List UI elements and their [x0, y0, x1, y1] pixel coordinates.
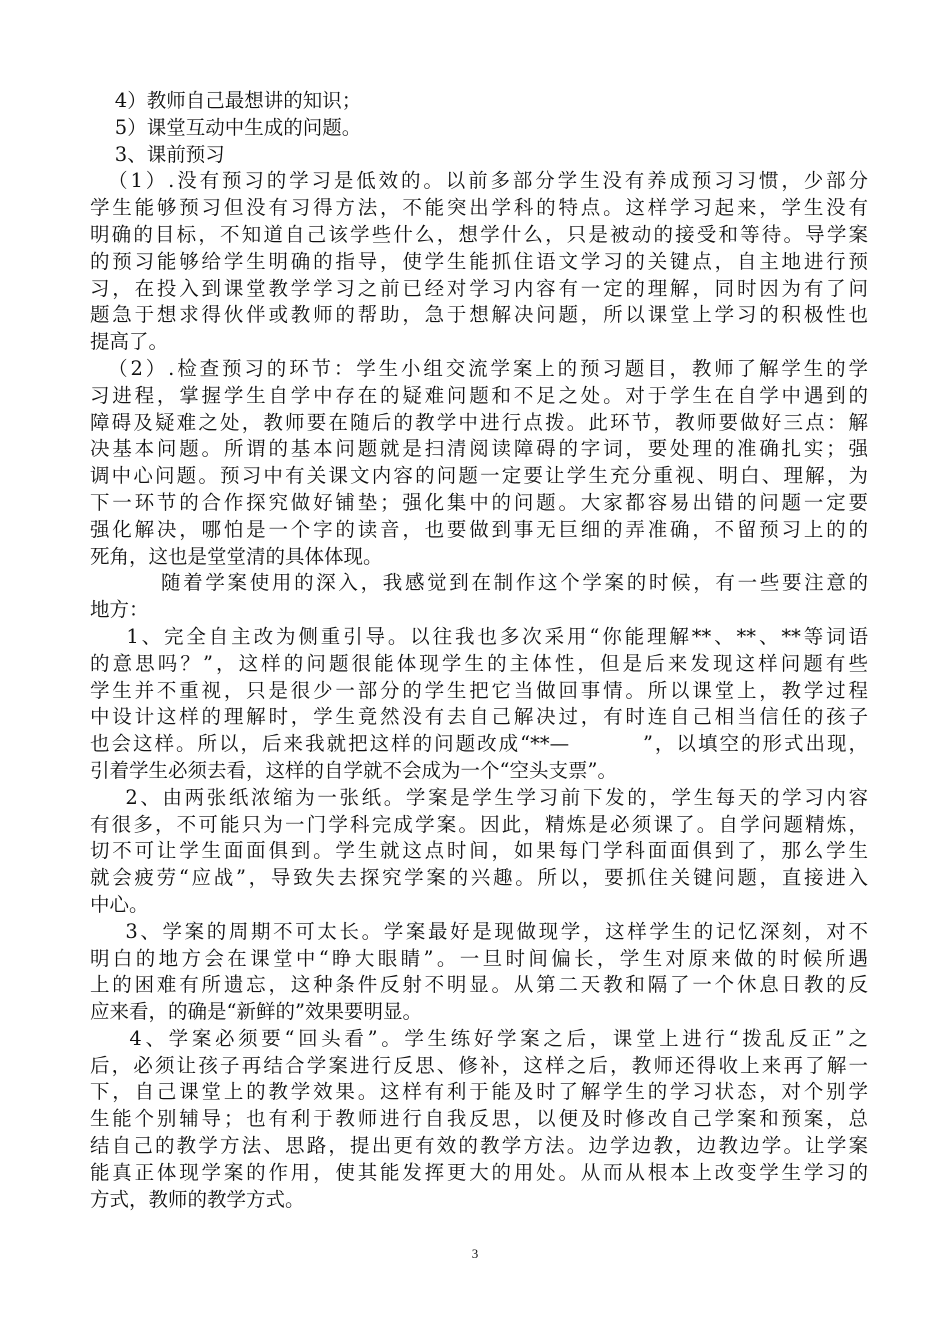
text-line: 就会疲劳“应战”，导致失去探究学案的兴趣。所以，要抓住关键问题，直接进入 [90, 866, 868, 890]
page-number: 3 [471, 1246, 479, 1261]
text-line: 后，必须让孩子再结合学案进行反思、修补，这样之后，教师还得收上来再了解一 [90, 1053, 868, 1077]
text-line: 4）教师自己最想讲的知识； [90, 89, 362, 112]
text-line: 学生并不重视，只是很少一部分的学生把它当做回事情。所以课堂上，教学过程 [90, 678, 868, 702]
text-line: 5）课堂互动中生成的问题。 [90, 115, 362, 139]
text-line: 习，在投入到课堂教学学习之前已经对学习内容有一定的理解，同时因为有了问 [90, 276, 868, 300]
text-line: 中设计这样的理解时，学生竟然没有去自己解决过，有时连自己相当信任的孩子 [90, 705, 868, 729]
text-line: 明白的地方会在课堂中“睁大眼睛”。一旦时间偏长，学生对原来做的时候所遇 [90, 946, 868, 970]
text-line: 切不可让学生面面俱到。学生就这点时间，如果每门学科面面俱到了，那么学生 [90, 839, 868, 863]
text-line: 应来看，的确是“新鲜的”效果要明显。 [90, 1000, 422, 1024]
text-line: 决基本问题。所谓的基本问题就是扫清阅读障碍的字词，要处理的准确扎实；强 [90, 437, 868, 461]
document-body [90, 88, 868, 1213]
text-line: 3、课前预习 [90, 142, 225, 166]
text-line: 的预习能够给学生明确的指导，使学生能抓住语文学习的关键点，自主地进行预 [90, 249, 868, 273]
text-line: 有很多，不可能只为一门学科完成学案。因此，精炼是必须课了。自学问题精炼， [90, 812, 868, 836]
text-line: 障碍及疑难之处，教师要在随后的教学中进行点拨。此环节，教师要做好三点：解 [90, 410, 868, 434]
text-line: 引着学生必须去看，这样的自学就不会成为一个“空头支票”。 [90, 758, 617, 782]
text-line: 明确的目标，不知道自己该学些什么，想学什么，只是被动的接受和等待。导学案 [90, 222, 868, 246]
text-line: 调中心问题。预习中有关课文内容的问题一定要让学生充分重视、明白、理解，为 [90, 464, 868, 488]
text-line: 死角，这也是堂堂清的具体体现。 [90, 544, 383, 568]
text-line: 强化解决，哪怕是一个字的读音，也要做到事无巨细的弄准确，不留预习上的的 [90, 517, 868, 541]
text-line: 中心。 [90, 892, 149, 916]
text-line: 能真正体现学案的作用，使其能发挥更大的用处。从而从根本上改变学生学习的 [90, 1160, 868, 1184]
text-line: 上的困难有所遗忘，这种条件反射不明显。从第二天教和隔了一个休息日教的反 [90, 973, 868, 997]
text-line: 4、学案必须要“回头看”。学生练好学案之后，课堂上进行“拨乱反正”之 [90, 1026, 868, 1050]
text-line: 下一环节的合作探究做好铺垫；强化集中的问题。大家都容易出错的问题一定要 [90, 490, 868, 514]
text-line: 学生能够预习但没有习得方法，不能突出学科的特点。这样学习起来，学生没有 [90, 196, 868, 220]
text-line: 也会这样。所以，后来我就把这样的问题改成“**— ”，以填空的形式出现， [90, 732, 868, 756]
text-line: 1、完全自主改为侧重引导。以往我也多次采用“你能理解**、**、**等词语 [90, 624, 868, 648]
text-line: 的意思吗？”，这样的问题很能体现学生的主体性，但是后来发现这样问题有些 [90, 651, 868, 675]
text-line: 随着学案使用的深入，我感觉到在制作这个学案的时候，有一些要注意的 [90, 571, 868, 595]
text-line: 生能个别辅导；也有利于教师进行自我反思，以便及时修改自己学案和预案，总 [90, 1107, 868, 1131]
text-line: 习进程，掌握学生自学中存在的疑难问题和不足之处。对于学生在自学中遇到的 [90, 383, 868, 407]
text-line: 方式，教师的教学方式。 [90, 1187, 305, 1211]
text-line: 提高了。 [90, 330, 169, 354]
text-line: （1）.没有预习的学习是低效的。以前多部分学生没有养成预习习惯，少部分 [90, 169, 868, 193]
text-line: 地方： [90, 598, 149, 622]
text-line: （2）.检查预习的环节：学生小组交流学案上的预习题目，教师了解学生的学 [90, 356, 868, 380]
text-line: 2、由两张纸浓缩为一张纸。学案是学生学习前下发的，学生每天的学习内容 [90, 785, 868, 809]
text-line: 题急于想求得伙伴或教师的帮助，急于想解决问题，所以课堂上学习的积极性也 [90, 303, 868, 327]
text-line: 结自己的教学方法、思路，提出更有效的教学方法。边学边教，边教边学。让学案 [90, 1134, 868, 1158]
text-line: 3、学案的周期不可太长。学案最好是现做现学，这样学生的记忆深刻，对不 [90, 919, 868, 943]
text-line: 下，自己课堂上的教学效果。这样有利于能及时了解学生的学习状态，对个别学 [90, 1080, 868, 1104]
